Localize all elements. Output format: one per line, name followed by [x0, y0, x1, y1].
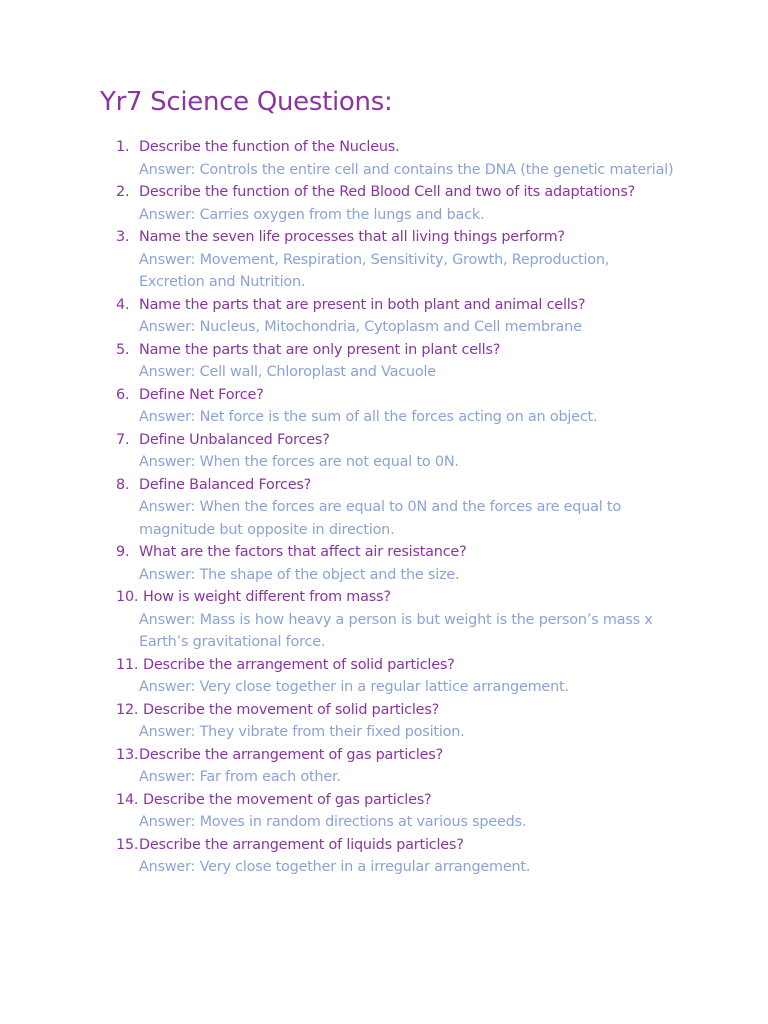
question-number: 14.: [116, 791, 139, 808]
question-number: 10.: [116, 589, 139, 605]
answer-text: Answer: Cell wall, Chloroplast and Vacuole: [139, 364, 436, 380]
list-item: [116, 541, 676, 586]
list-item: [116, 136, 676, 181]
list-item: [116, 654, 676, 699]
question-text: Name the seven life processes that all living things perform?: [139, 229, 565, 245]
answer-text: Answer: Nucleus, Mitochondria, Cytoplasm and Cell membrane: [139, 319, 582, 335]
question-number: 7.: [116, 431, 130, 448]
question-number: 2.: [116, 184, 130, 200]
question-text: Name the parts that are only present in plant cells?: [139, 341, 501, 358]
question-text: Describe the arrangement of gas particles?: [139, 746, 444, 763]
list-item: [116, 789, 676, 834]
question-text: Describe the arrangement of solid particles?: [143, 656, 455, 673]
list-item: [116, 181, 676, 226]
question-text: What are the factors that affect air resistance?: [139, 544, 467, 560]
list-item: [116, 586, 676, 654]
question-list: [116, 136, 676, 879]
question-text: Describe the movement of solid particles?: [143, 701, 440, 718]
answer-text: Answer: Net force is the sum of all the forces acting on an object.: [139, 409, 598, 425]
question-text: Describe the movement of gas particles?: [143, 791, 432, 808]
list-item: [116, 339, 676, 384]
question-number: 9.: [116, 544, 130, 560]
answer-text: Answer: Very close together in a regular lattice arrangement.: [139, 679, 569, 695]
question-number: 13.: [116, 746, 139, 763]
list-item: [116, 384, 676, 429]
list-item: [116, 294, 676, 339]
list-item: [116, 226, 676, 294]
answer-text: Answer: Movement, Respiration, Sensitivity, Growth, Reproduction, Excretion and Nutrition.: [139, 251, 610, 290]
question-number: 5.: [116, 341, 130, 358]
list-item: [116, 834, 676, 879]
answer-text: Answer: When the forces are equal to 0N and the forces are equal to magnitude but opposite in direction.: [139, 499, 621, 538]
question-text: Describe the arrangement of liquids particles?: [139, 836, 464, 853]
answer-text: Answer: Moves in random directions at various speeds.: [139, 814, 527, 830]
question-number: 4.: [116, 296, 130, 313]
answer-text: Answer: Mass is how heavy a person is but weight is the person’s mass x Earth’s gravitational force.: [139, 611, 653, 650]
answer-text: Answer: Very close together in a irregular arrangement.: [139, 859, 531, 875]
page-title: Yr7 Science Questions:: [100, 87, 393, 117]
question-text: Describe the function of the Nucleus.: [139, 139, 400, 155]
answer-text: Answer: Carries oxygen from the lungs and back.: [139, 206, 485, 223]
answer-text: Answer: When the forces are not equal to 0N.: [139, 454, 459, 470]
question-number: 11.: [116, 656, 139, 673]
list-item: [116, 474, 676, 542]
answer-text: Answer: The shape of the object and the size.: [139, 566, 460, 583]
question-text: Define Net Force?: [139, 386, 264, 403]
answer-text: Answer: Controls the entire cell and contains the DNA (the genetic material): [139, 161, 674, 178]
answer-text: Answer: Far from each other.: [139, 769, 341, 785]
question-number: 8.: [116, 476, 130, 493]
question-number: 6.: [116, 386, 130, 403]
question-text: Describe the function of the Red Blood Cell and two of its adaptations?: [139, 184, 636, 200]
question-text: Define Unbalanced Forces?: [139, 431, 330, 448]
question-number: 1.: [116, 139, 130, 155]
list-item: [116, 429, 676, 474]
question-text: Name the parts that are present in both plant and animal cells?: [139, 296, 586, 313]
answer-text: Answer: They vibrate from their fixed position.: [139, 724, 465, 740]
question-text: Define Balanced Forces?: [139, 476, 312, 493]
list-item: [116, 699, 676, 744]
question-number: 3.: [116, 229, 130, 245]
question-number: 12.: [116, 701, 139, 718]
question-number: 15.: [116, 836, 139, 853]
list-item: [116, 744, 676, 789]
question-text: How is weight different from mass?: [143, 589, 391, 605]
